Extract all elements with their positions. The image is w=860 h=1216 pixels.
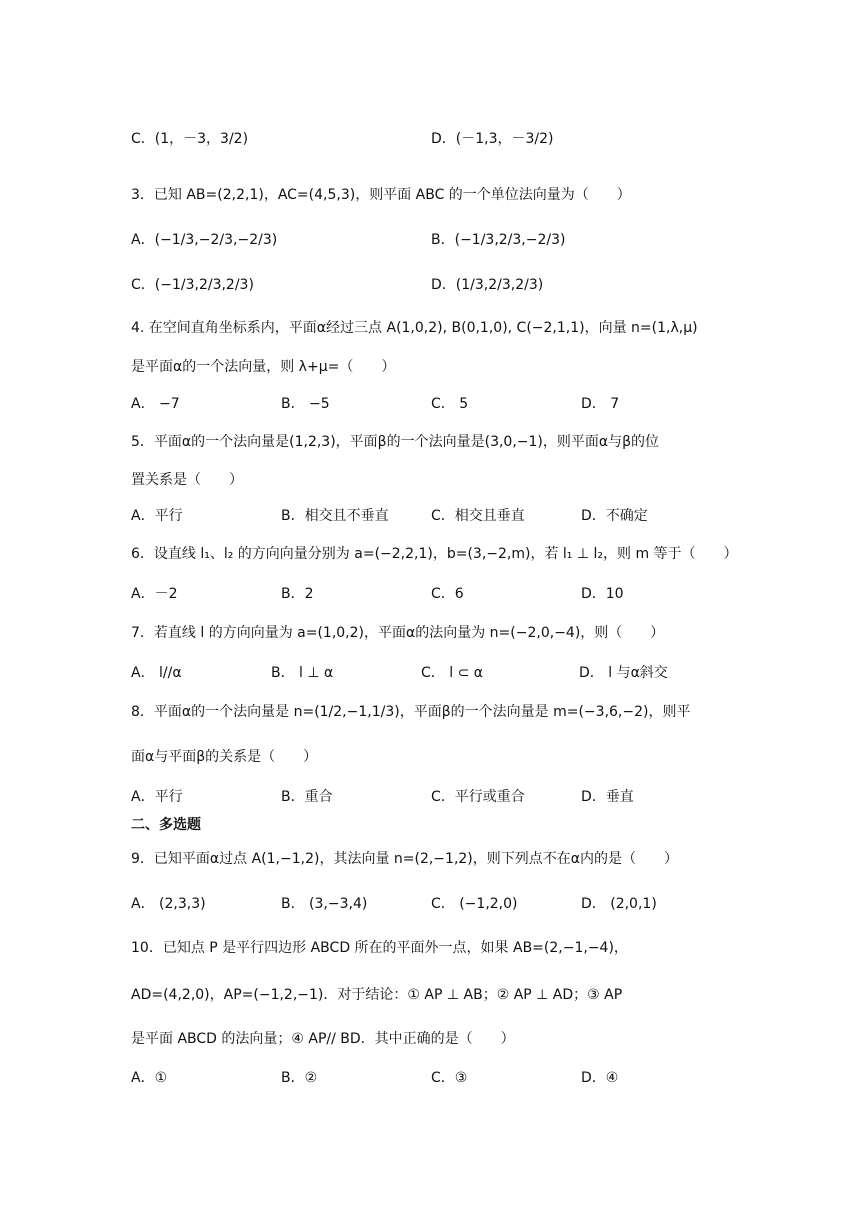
q8-option-c: C．平行或重合 [431,789,525,805]
q4-stem-line2: 是平面α的一个法向量，则 λ+μ=（ ） [131,359,396,375]
q5-stem-line1: 5．平面α的一个法向量是(1,2,3)，平面β的一个法向量是(3,0,−1)，则平面α与β的位 [131,434,660,450]
q10-option-d: D．④ [581,1070,619,1086]
q4-stem-line1: 4. 在空间直角坐标系内，平面α经过三点 A(1,0,2), B(0,1,0), C(−2,1,1)，向量 n=(1,λ,μ) [131,320,698,336]
q10-stem-line3: 是平面 ABCD 的法向量；④ AP// BD．其中正确的是（ ） [131,1031,515,1047]
q6-option-a: A．－2 [131,586,178,602]
q8-stem-line1: 8．平面α的一个法向量是 n=(1/2,−1,1/3)，平面β的一个法向量是 m=(−3,6,−2)，则平 [131,704,691,720]
q6-stem: 6．设直线 l₁、l₂ 的方向向量分别为 a=(−2,2,1)，b=(3,−2,m)，若 l₁ ⊥ l₂，则 m 等于（ ） [131,546,738,562]
q2-option-d: D．(－1,3，－3/2) [431,131,554,147]
q5-stem-line2: 置关系是（ ） [131,472,243,488]
q3-stem: 3．已知 AB=(2,2,1)，AC=(4,5,3)，则平面 ABC 的一个单位法向量为（ ） [131,187,631,203]
q7-option-a: A． l//α [131,665,182,681]
q2-option-c: C．(1，－3，3/2) [131,131,249,147]
q8-option-d: D．垂直 [581,789,634,805]
q4-option-d: D． 7 [581,396,620,412]
q3-option-d: D．(1/3,2/3,2/3) [431,277,544,293]
q7-option-d: D． l 与α斜交 [579,665,668,681]
q9-option-a: A． (2,3,3) [131,896,206,912]
q7-option-b: B． l ⊥ α [271,665,334,681]
q9-option-c: C． (−1,2,0) [431,896,518,912]
q5-option-c: C．相交且垂直 [431,508,525,524]
q8-option-a: A．平行 [131,789,183,805]
q6-option-b: B．2 [281,586,314,602]
q5-option-d: D．不确定 [581,508,648,524]
q9-option-d: D． (2,0,1) [581,896,657,912]
q5-option-a: A．平行 [131,508,183,524]
q10-stem-line2: AD=(4,2,0)，AP=(−1,2,−1)．对于结论：① AP ⊥ AB；② AP ⊥ AD；③ AP [131,987,623,1003]
q10-option-a: A．① [131,1070,168,1086]
q9-stem: 9．已知平面α过点 A(1,−1,2)，其法向量 n=(2,−1,2)，则下列点不在α内的是（ ） [131,851,678,867]
q3-option-c: C．(−1/3,2/3,2/3) [131,277,254,293]
q6-option-d: D．10 [581,586,624,602]
q8-option-b: B．重合 [281,789,333,805]
q10-option-c: C．③ [431,1070,468,1086]
q4-option-c: C． 5 [431,396,469,412]
q3-option-a: A．(−1/3,−2/3,−2/3) [131,232,278,248]
q8-stem-line2: 面α与平面β的关系是（ ） [131,749,318,765]
q10-stem-line1: 10．已知点 P 是平行四边形 ABCD 所在的平面外一点，如果 AB=(2,−1,−4)， [131,940,628,956]
q3-option-b: B．(−1/3,2/3,−2/3) [431,232,566,248]
q4-option-b: B． −5 [281,396,330,412]
q7-option-c: C． l ⊂ α [421,665,483,681]
section-title-multiple-choice: 二、多选题 [131,817,201,833]
q4-option-a: A． −7 [131,396,180,412]
q6-option-c: C．6 [431,586,464,602]
q9-option-b: B． (3,−3,4) [281,896,368,912]
q7-stem: 7．若直线 l 的方向向量为 a=(1,0,2)，平面α的法向量为 n=(−2,0,−4)，则（ ） [131,625,665,641]
q10-option-b: B．② [281,1070,318,1086]
q5-option-b: B．相交且不垂直 [281,508,389,524]
